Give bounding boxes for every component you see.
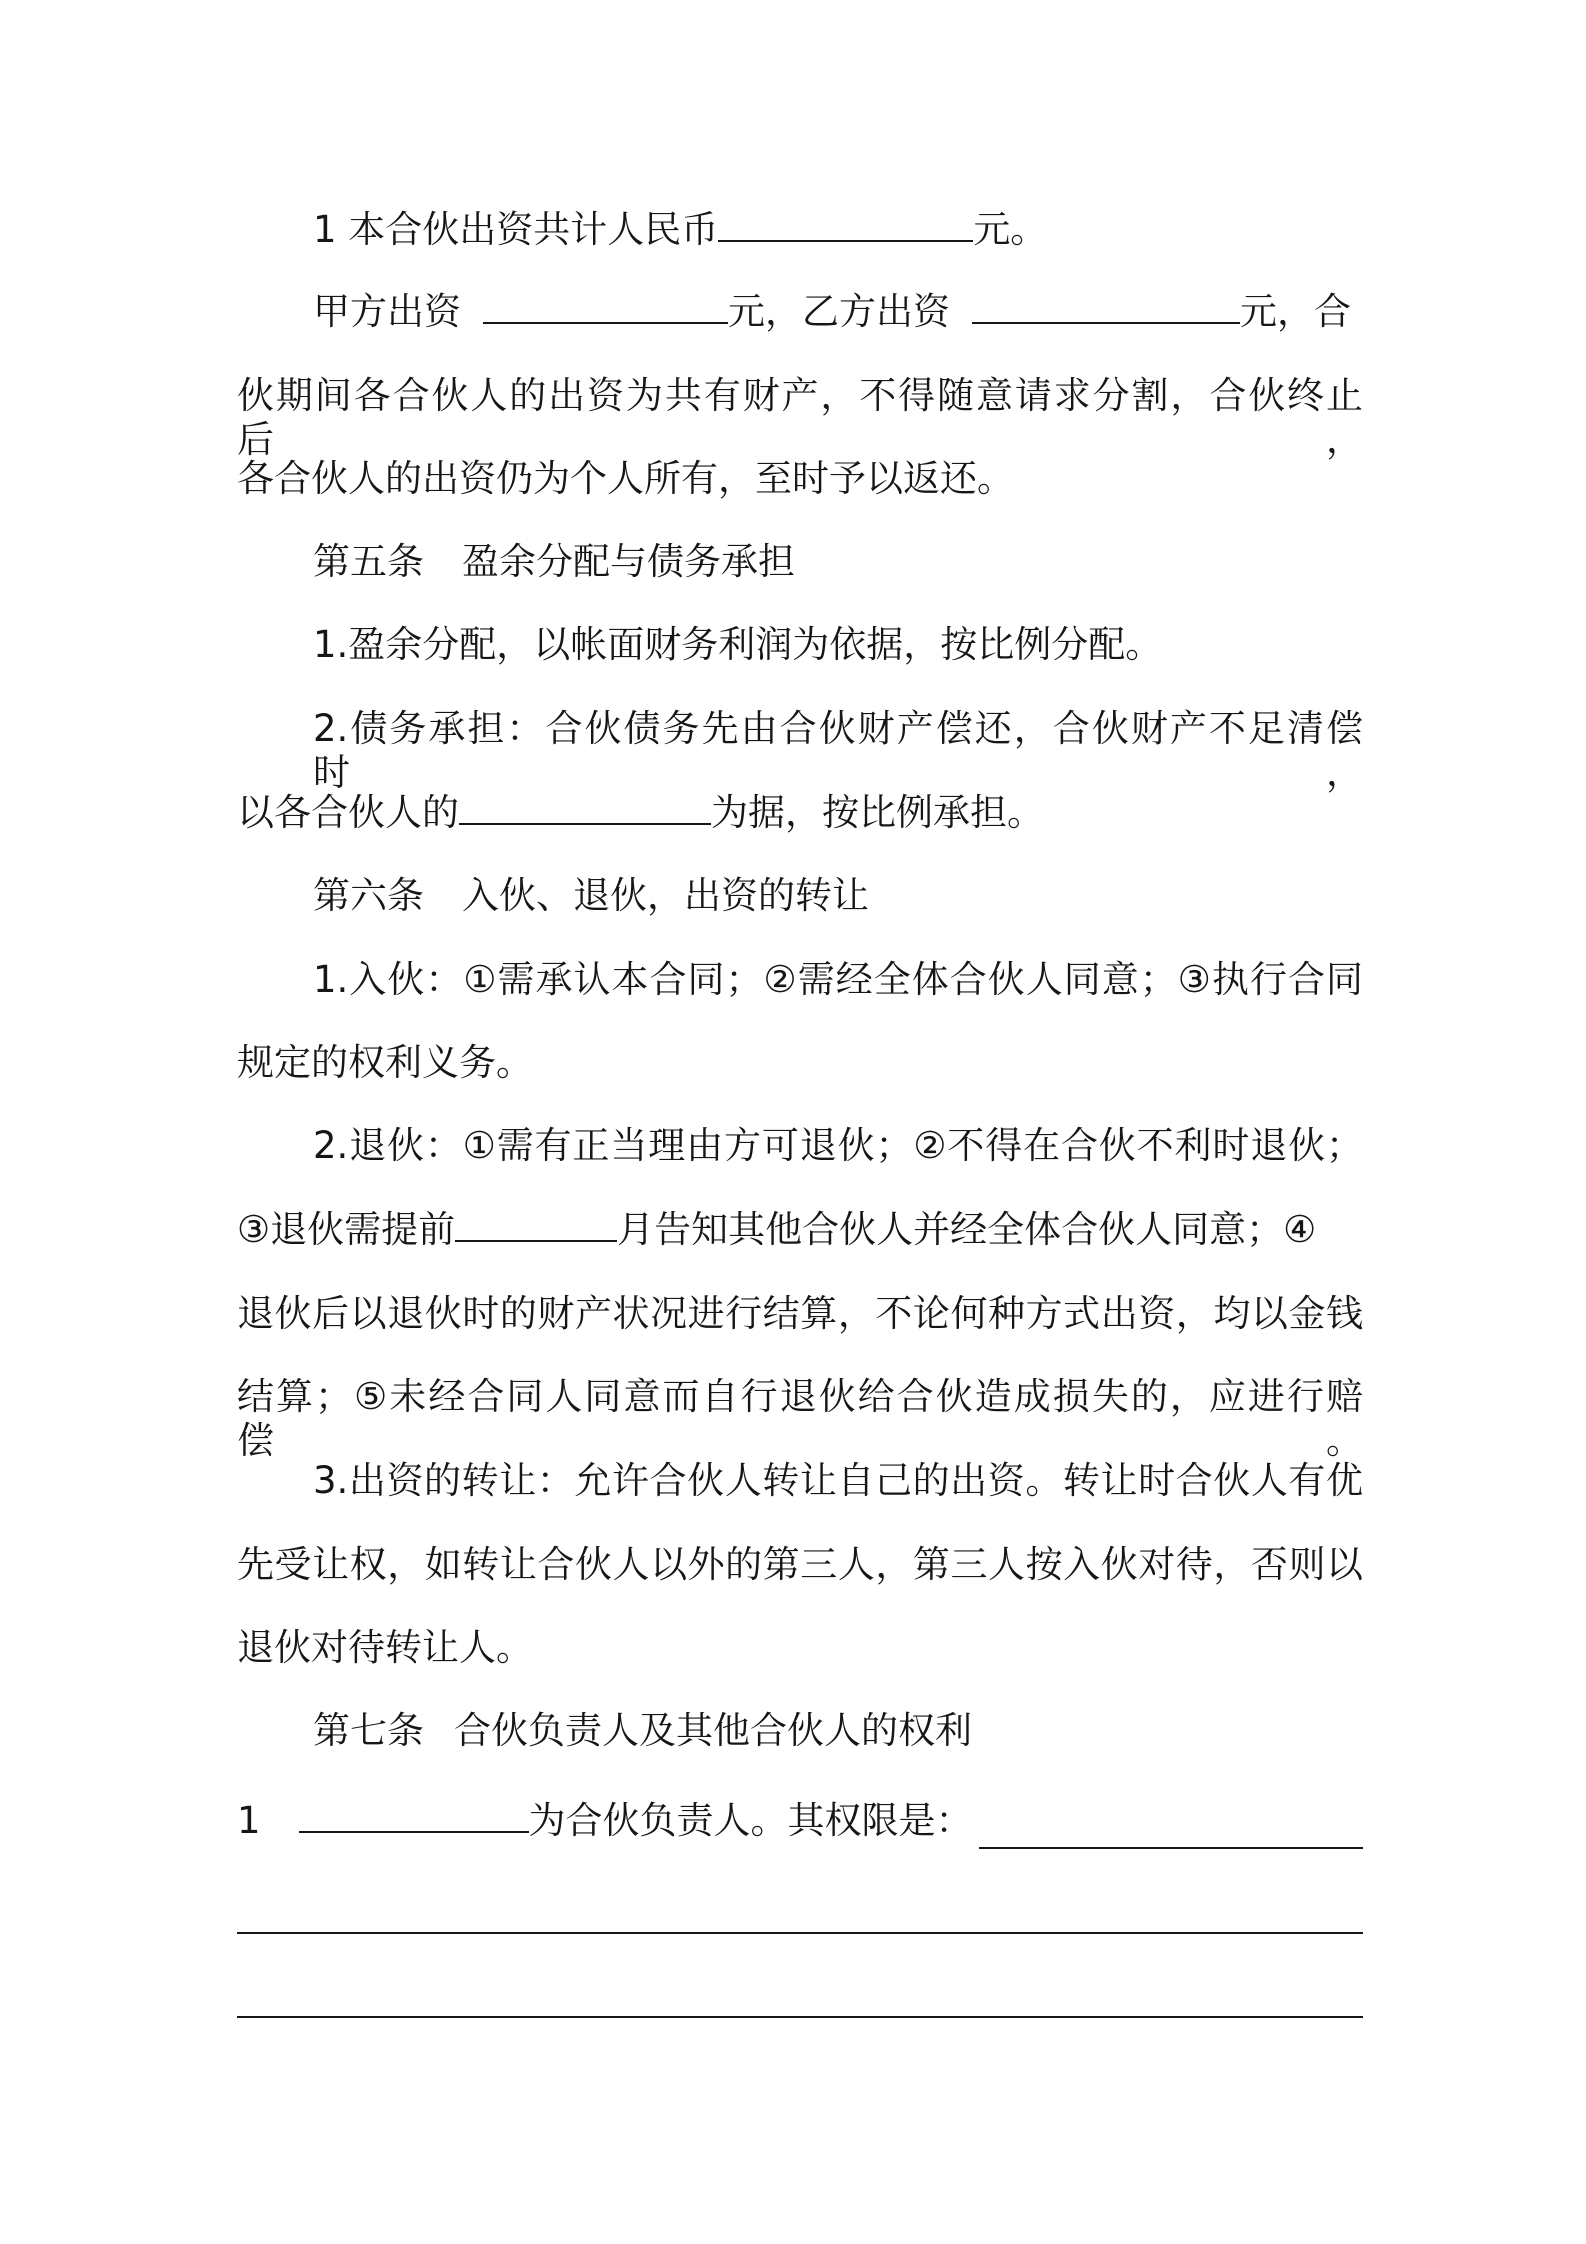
transfer-item: 3.出资的转让：允许合伙人转让自己的出资。转让时合伙人有优 [313,1459,1363,1502]
withdrawal-notice-prefix: ③退伙需提前 [237,1208,456,1251]
blank-notice-months[interactable] [455,1208,617,1242]
item-number: 1 [237,1799,261,1842]
blank-party-a-amount[interactable] [483,290,728,324]
section-7-heading [313,1709,1363,1753]
party-contribution-tail: 元，合 [1240,290,1351,333]
withdrawal-item: 2.退伙：①需有正当理由方可退伙；②不得在合伙不利时退伙； [313,1124,1363,1167]
profit-distribution-item: 1.盈余分配，以帐面财务利润为依据，按比例分配。 [313,623,1163,666]
paragraph-line: 规定的权利义务。 [237,1041,533,1084]
withdrawal-notice-line [237,1208,1363,1252]
manager-text: 为合伙负责人。其权限是： [528,1799,973,1842]
blank-manager-name[interactable] [299,1799,529,1833]
blank-debt-basis[interactable] [459,791,711,825]
contribution-total-suffix: 元。 [973,208,1048,251]
blank-total-amount[interactable] [718,208,973,242]
party-contribution-line [313,290,1363,334]
paragraph-line: 先受让权，如转让合伙人以外的第三人，第三人按入伙对待，否则以 [237,1543,1363,1586]
party-b-label: 元，乙方出资 [728,290,950,333]
debt-basis-prefix: 以各合伙人的 [237,791,459,834]
manager-line [237,1799,1363,1843]
paragraph-line: 退伙对待转让人。 [237,1626,533,1669]
debt-basis-suffix: 为据，按比例承担。 [711,791,1044,834]
debt-bearing-item: 2.债务承担：合伙债务先由合伙财产偿还，合伙财产不足清偿时， [313,707,1363,794]
section-6-heading [313,874,1363,918]
admission-item: 1.入伙：①需承认本合同；②需经全体合伙人同意；③执行合同 [313,958,1363,1001]
blank-authority-line[interactable] [979,1847,1363,1849]
party-a-label: 甲方出资 [313,290,461,333]
blank-authority-line[interactable] [237,1932,1363,1934]
paragraph-line: 退伙后以退伙时的财产状况进行结算，不论何种方式出资，均以金钱 [237,1292,1363,1335]
section-title: 盈余分配与债务承担 [462,540,795,583]
withdrawal-notice-suffix: 月告知其他合伙人并经全体合伙人同意；④ [617,1208,1317,1251]
section-number: 第六条 [313,874,424,917]
paragraph-line: 各合伙人的出资仍为个人所有，至时予以返还。 [237,457,1014,500]
section-title: 入伙、退伙，出资的转让 [462,874,869,917]
section-number: 第五条 [313,540,424,583]
debt-bearing-basis-line [237,791,1363,835]
blank-authority-line[interactable] [237,2016,1363,2018]
section-title: 合伙负责人及其他合伙人的权利 [454,1709,972,1752]
section-5-heading [313,540,1363,584]
contribution-total-prefix: 1 本合伙出资共计人民币 [313,208,719,251]
contribution-total-line [313,208,1363,252]
paragraph-line: 结算；⑤未经合同人同意而自行退伙给合伙造成损失的，应进行赔偿。 [237,1375,1363,1462]
paragraph-line: 伙期间各合伙人的出资为共有财产，不得随意请求分割，合伙终止后， [237,374,1363,461]
blank-party-b-amount[interactable] [972,290,1240,324]
section-number: 第七条 [313,1709,424,1752]
